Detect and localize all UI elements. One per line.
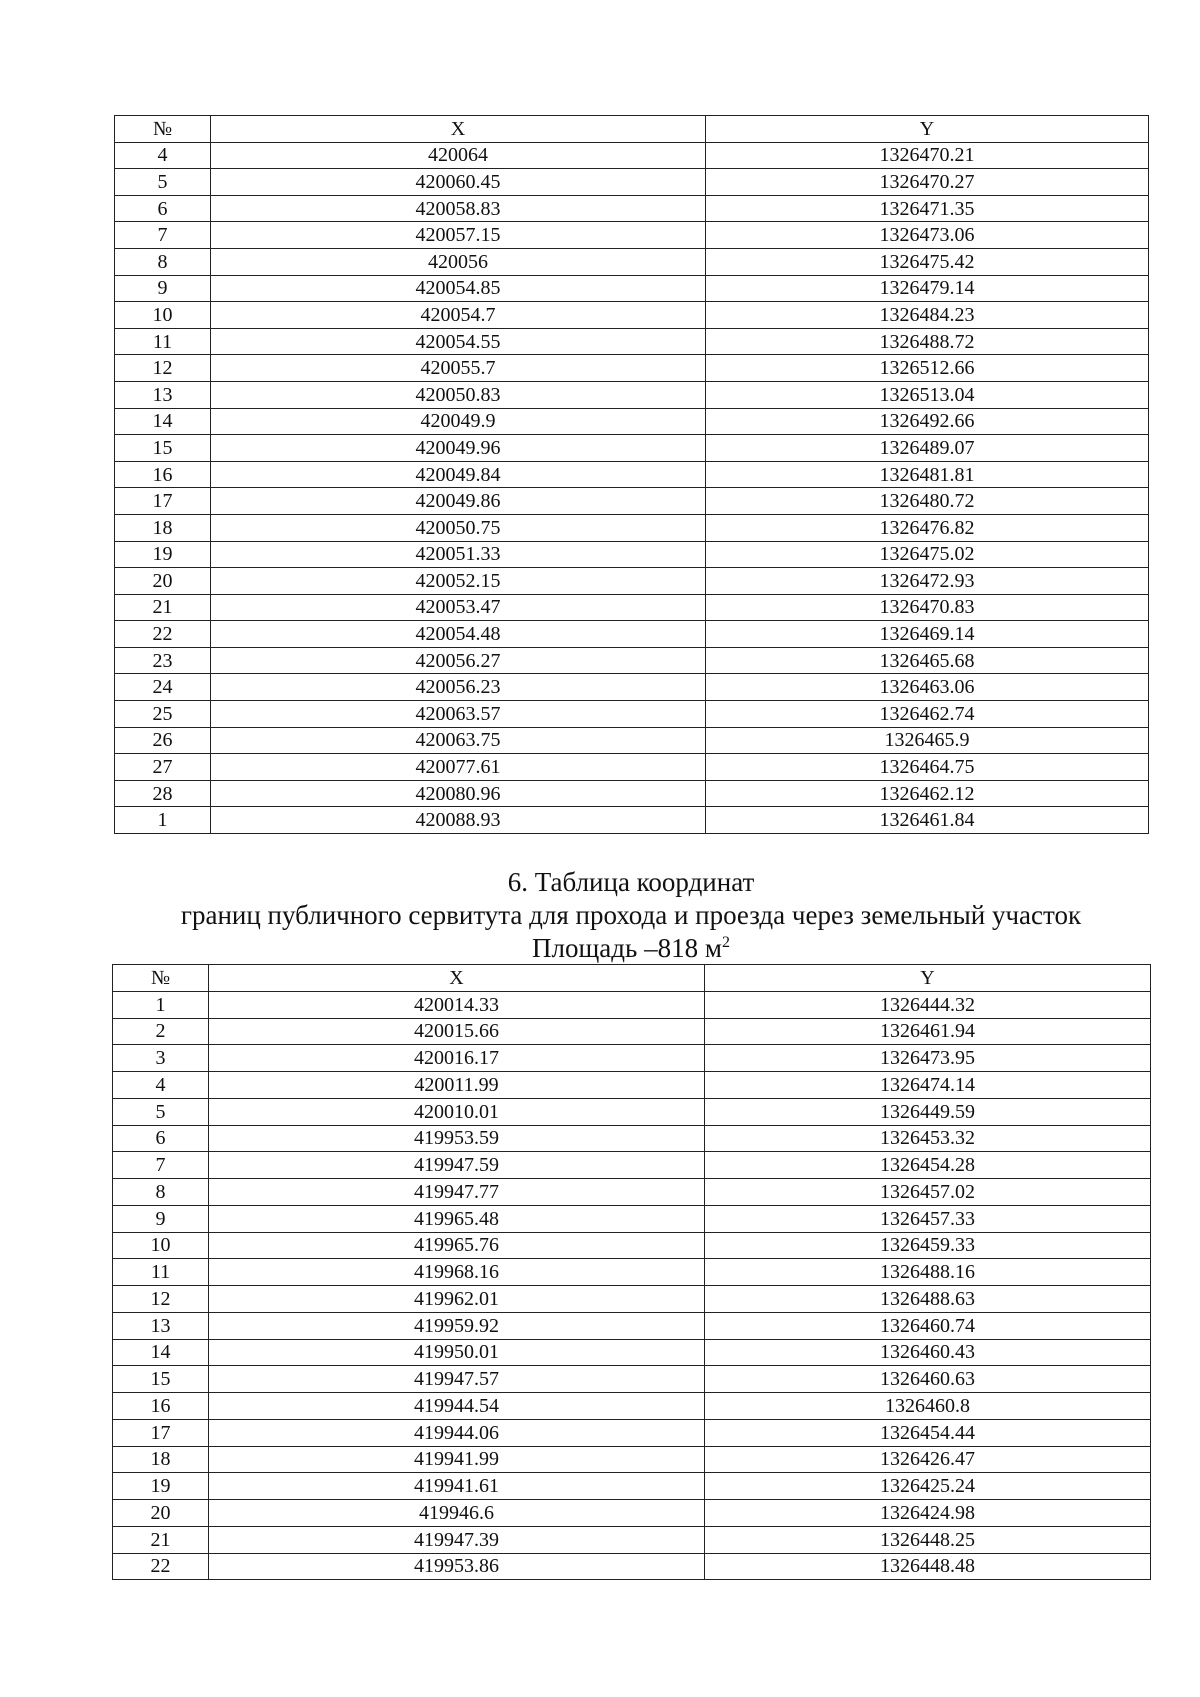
table-row: [115, 142, 1149, 169]
table-row: [115, 621, 1149, 648]
point-number-cell: 5: [113, 1098, 209, 1125]
x-coordinate-cell: 419941.61: [209, 1473, 705, 1500]
table-row: [113, 1072, 1151, 1099]
y-coordinate-cell: 1326426.47: [705, 1446, 1151, 1473]
point-number-cell: 20: [115, 568, 211, 595]
table-row: [113, 1286, 1151, 1313]
point-number-cell: 5: [115, 169, 211, 196]
area-line: [112, 932, 1150, 965]
point-number-cell: 14: [115, 408, 211, 435]
point-number-cell: 13: [115, 381, 211, 408]
x-coordinate-cell: 419947.59: [209, 1152, 705, 1179]
x-coordinate-cell: 419947.77: [209, 1179, 705, 1206]
x-coordinate-cell: 420053.47: [211, 594, 706, 621]
table-title: 6. Таблица координат: [507, 867, 755, 897]
y-coordinate-cell: 1326470.21: [706, 142, 1149, 169]
point-number-cell: 12: [115, 355, 211, 382]
table-row: [115, 674, 1149, 701]
point-number-cell: 6: [115, 195, 211, 222]
x-coordinate-cell: 419953.86: [209, 1553, 705, 1580]
y-coordinate-cell: 1326448.25: [705, 1526, 1151, 1553]
y-coordinate-cell: 1326460.63: [705, 1366, 1151, 1393]
x-coordinate-cell: 420049.96: [211, 435, 706, 462]
table-header: [113, 965, 1151, 992]
x-coordinate-cell: 420010.01: [209, 1098, 705, 1125]
y-coordinate-cell: 1326471.35: [706, 195, 1149, 222]
column-header-x: X: [211, 116, 706, 143]
y-coordinate-cell: 1326465.9: [706, 727, 1149, 754]
x-coordinate-cell: 420057.15: [211, 222, 706, 249]
x-coordinate-cell: 420054.48: [211, 621, 706, 648]
point-number-cell: 15: [113, 1366, 209, 1393]
point-number-cell: 10: [113, 1232, 209, 1259]
x-coordinate-cell: 419946.6: [209, 1500, 705, 1527]
table-row: [115, 568, 1149, 595]
y-coordinate-cell: 1326461.84: [706, 807, 1149, 834]
x-coordinate-cell: 419968.16: [209, 1259, 705, 1286]
table-row: [115, 754, 1149, 781]
y-coordinate-cell: 1326479.14: [706, 275, 1149, 302]
y-coordinate-cell: 1326488.72: [706, 328, 1149, 355]
table-row: [115, 381, 1149, 408]
x-coordinate-cell: 419959.92: [209, 1312, 705, 1339]
y-coordinate-cell: 1326481.81: [706, 461, 1149, 488]
y-coordinate-cell: 1326444.32: [705, 991, 1151, 1018]
y-coordinate-cell: 1326492.66: [706, 408, 1149, 435]
coordinates-table-continued: [114, 115, 1149, 834]
x-coordinate-cell: 420014.33: [209, 991, 705, 1018]
servitude-coordinates-table: [112, 964, 1151, 1580]
point-number-cell: 16: [113, 1393, 209, 1420]
table-row: [115, 222, 1149, 249]
area-label: Площадь –818 м: [532, 933, 722, 963]
point-number-cell: 1: [115, 807, 211, 834]
point-number-cell: 7: [115, 222, 211, 249]
x-coordinate-cell: 420064: [211, 142, 706, 169]
point-number-cell: 26: [115, 727, 211, 754]
x-coordinate-cell: 419944.06: [209, 1419, 705, 1446]
y-coordinate-cell: 1326475.42: [706, 248, 1149, 275]
x-coordinate-cell: 420088.93: [211, 807, 706, 834]
table-body: [113, 991, 1151, 1580]
x-coordinate-cell: 420060.45: [211, 169, 706, 196]
x-coordinate-cell: 420056.27: [211, 647, 706, 674]
point-number-cell: 9: [113, 1205, 209, 1232]
table-row: [115, 195, 1149, 222]
x-coordinate-cell: 420054.85: [211, 275, 706, 302]
column-header-number: №: [113, 965, 209, 992]
table-row: [113, 1205, 1151, 1232]
y-coordinate-cell: 1326465.68: [706, 647, 1149, 674]
table-row: [113, 1446, 1151, 1473]
table-row: [115, 302, 1149, 329]
y-coordinate-cell: 1326474.14: [705, 1072, 1151, 1099]
point-number-cell: 16: [115, 461, 211, 488]
table-row: [115, 514, 1149, 541]
table-row: [113, 1473, 1151, 1500]
point-number-cell: 27: [115, 754, 211, 781]
x-coordinate-cell: 419965.48: [209, 1205, 705, 1232]
x-coordinate-cell: 420063.75: [211, 727, 706, 754]
table-row: [115, 248, 1149, 275]
point-number-cell: 14: [113, 1339, 209, 1366]
header-row: [115, 116, 1149, 143]
point-number-cell: 7: [113, 1152, 209, 1179]
table-row: [115, 701, 1149, 728]
point-number-cell: 10: [115, 302, 211, 329]
y-coordinate-cell: 1326448.48: [705, 1553, 1151, 1580]
point-number-cell: 15: [115, 435, 211, 462]
y-coordinate-cell: 1326476.82: [706, 514, 1149, 541]
y-coordinate-cell: 1326469.14: [706, 621, 1149, 648]
section-heading: [112, 866, 1150, 965]
table-row: [113, 1232, 1151, 1259]
x-coordinate-cell: 419950.01: [209, 1339, 705, 1366]
table-row: [113, 1339, 1151, 1366]
point-number-cell: 22: [115, 621, 211, 648]
x-coordinate-cell: 420015.66: [209, 1018, 705, 1045]
point-number-cell: 9: [115, 275, 211, 302]
x-coordinate-cell: 420049.84: [211, 461, 706, 488]
table-row: [115, 541, 1149, 568]
point-number-cell: 8: [115, 248, 211, 275]
y-coordinate-cell: 1326470.27: [706, 169, 1149, 196]
y-coordinate-cell: 1326460.43: [705, 1339, 1151, 1366]
y-coordinate-cell: 1326470.83: [706, 594, 1149, 621]
table-row: [115, 275, 1149, 302]
y-coordinate-cell: 1326461.94: [705, 1018, 1151, 1045]
table-row: [113, 1179, 1151, 1206]
table-header: [115, 116, 1149, 143]
table-row: [113, 1259, 1151, 1286]
column-header-y: Y: [706, 116, 1149, 143]
y-coordinate-cell: 1326462.12: [706, 780, 1149, 807]
x-coordinate-cell: 420050.83: [211, 381, 706, 408]
y-coordinate-cell: 1326454.28: [705, 1152, 1151, 1179]
table-row: [113, 1419, 1151, 1446]
point-number-cell: 1: [113, 991, 209, 1018]
area-unit-superscript: 2: [721, 934, 730, 951]
y-coordinate-cell: 1326463.06: [706, 674, 1149, 701]
point-number-cell: 23: [115, 647, 211, 674]
x-coordinate-cell: 420011.99: [209, 1072, 705, 1099]
point-number-cell: 11: [115, 328, 211, 355]
x-coordinate-cell: 420054.55: [211, 328, 706, 355]
y-coordinate-cell: 1326459.33: [705, 1232, 1151, 1259]
table-row: [113, 1312, 1151, 1339]
point-number-cell: 4: [113, 1072, 209, 1099]
x-coordinate-cell: 420054.7: [211, 302, 706, 329]
table-row: [113, 1393, 1151, 1420]
y-coordinate-cell: 1326488.16: [705, 1259, 1151, 1286]
point-number-cell: 22: [113, 1553, 209, 1580]
y-coordinate-cell: 1326457.02: [705, 1179, 1151, 1206]
table-row: [115, 328, 1149, 355]
table-row: [113, 1526, 1151, 1553]
point-number-cell: 12: [113, 1286, 209, 1313]
point-number-cell: 19: [115, 541, 211, 568]
table-row: [113, 1018, 1151, 1045]
table-row: [115, 594, 1149, 621]
point-number-cell: 2: [113, 1018, 209, 1045]
x-coordinate-cell: 420077.61: [211, 754, 706, 781]
y-coordinate-cell: 1326425.24: [705, 1473, 1151, 1500]
point-number-cell: 28: [115, 780, 211, 807]
x-coordinate-cell: 420055.7: [211, 355, 706, 382]
x-coordinate-cell: 419944.54: [209, 1393, 705, 1420]
point-number-cell: 6: [113, 1125, 209, 1152]
y-coordinate-cell: 1326460.8: [705, 1393, 1151, 1420]
table-subtitle: границ публичного сервитута для прохода и проезда через земельный участок: [180, 900, 1082, 930]
x-coordinate-cell: 420050.75: [211, 514, 706, 541]
column-header-x: X: [209, 965, 705, 992]
point-number-cell: 17: [115, 488, 211, 515]
table-row: [115, 435, 1149, 462]
x-coordinate-cell: 419962.01: [209, 1286, 705, 1313]
y-coordinate-cell: 1326457.33: [705, 1205, 1151, 1232]
x-coordinate-cell: 420051.33: [211, 541, 706, 568]
point-number-cell: 18: [113, 1446, 209, 1473]
point-number-cell: 13: [113, 1312, 209, 1339]
y-coordinate-cell: 1326473.95: [705, 1045, 1151, 1072]
column-header-number: №: [115, 116, 211, 143]
x-coordinate-cell: 420049.9: [211, 408, 706, 435]
y-coordinate-cell: 1326489.07: [706, 435, 1149, 462]
point-number-cell: 17: [113, 1419, 209, 1446]
x-coordinate-cell: 419965.76: [209, 1232, 705, 1259]
table-row: [115, 780, 1149, 807]
table-row: [115, 355, 1149, 382]
table-row: [115, 488, 1149, 515]
x-coordinate-cell: 420063.57: [211, 701, 706, 728]
point-number-cell: 21: [113, 1526, 209, 1553]
y-coordinate-cell: 1326449.59: [705, 1098, 1151, 1125]
x-coordinate-cell: 419947.57: [209, 1366, 705, 1393]
x-coordinate-cell: 420049.86: [211, 488, 706, 515]
y-coordinate-cell: 1326464.75: [706, 754, 1149, 781]
table-row: [113, 1098, 1151, 1125]
table-row: [115, 647, 1149, 674]
point-number-cell: 11: [113, 1259, 209, 1286]
y-coordinate-cell: 1326460.74: [705, 1312, 1151, 1339]
x-coordinate-cell: 419947.39: [209, 1526, 705, 1553]
x-coordinate-cell: 420058.83: [211, 195, 706, 222]
table-row: [115, 461, 1149, 488]
y-coordinate-cell: 1326513.04: [706, 381, 1149, 408]
table-row: [115, 169, 1149, 196]
x-coordinate-cell: 420056: [211, 248, 706, 275]
table-row: [115, 807, 1149, 834]
y-coordinate-cell: 1326424.98: [705, 1500, 1151, 1527]
x-coordinate-cell: 420052.15: [211, 568, 706, 595]
table-row: [115, 408, 1149, 435]
table-row: [113, 1125, 1151, 1152]
y-coordinate-cell: 1326453.32: [705, 1125, 1151, 1152]
y-coordinate-cell: 1326462.74: [706, 701, 1149, 728]
y-coordinate-cell: 1326472.93: [706, 568, 1149, 595]
x-coordinate-cell: 419941.99: [209, 1446, 705, 1473]
table-row: [113, 1500, 1151, 1527]
point-number-cell: 4: [115, 142, 211, 169]
table-row: [115, 727, 1149, 754]
y-coordinate-cell: 1326473.06: [706, 222, 1149, 249]
point-number-cell: 18: [115, 514, 211, 541]
table-body: [115, 142, 1149, 833]
table-row: [113, 1045, 1151, 1072]
point-number-cell: 21: [115, 594, 211, 621]
y-coordinate-cell: 1326512.66: [706, 355, 1149, 382]
y-coordinate-cell: 1326488.63: [705, 1286, 1151, 1313]
point-number-cell: 24: [115, 674, 211, 701]
x-coordinate-cell: 420016.17: [209, 1045, 705, 1072]
table-row: [113, 1366, 1151, 1393]
x-coordinate-cell: 420056.23: [211, 674, 706, 701]
header-row: [113, 965, 1151, 992]
y-coordinate-cell: 1326484.23: [706, 302, 1149, 329]
y-coordinate-cell: 1326480.72: [706, 488, 1149, 515]
y-coordinate-cell: 1326475.02: [706, 541, 1149, 568]
y-coordinate-cell: 1326454.44: [705, 1419, 1151, 1446]
table-row: [113, 1152, 1151, 1179]
point-number-cell: 20: [113, 1500, 209, 1527]
table-row: [113, 991, 1151, 1018]
point-number-cell: 3: [113, 1045, 209, 1072]
x-coordinate-cell: 419953.59: [209, 1125, 705, 1152]
table-row: [113, 1553, 1151, 1580]
point-number-cell: 8: [113, 1179, 209, 1206]
x-coordinate-cell: 420080.96: [211, 780, 706, 807]
point-number-cell: 25: [115, 701, 211, 728]
point-number-cell: 19: [113, 1473, 209, 1500]
column-header-y: Y: [705, 965, 1151, 992]
